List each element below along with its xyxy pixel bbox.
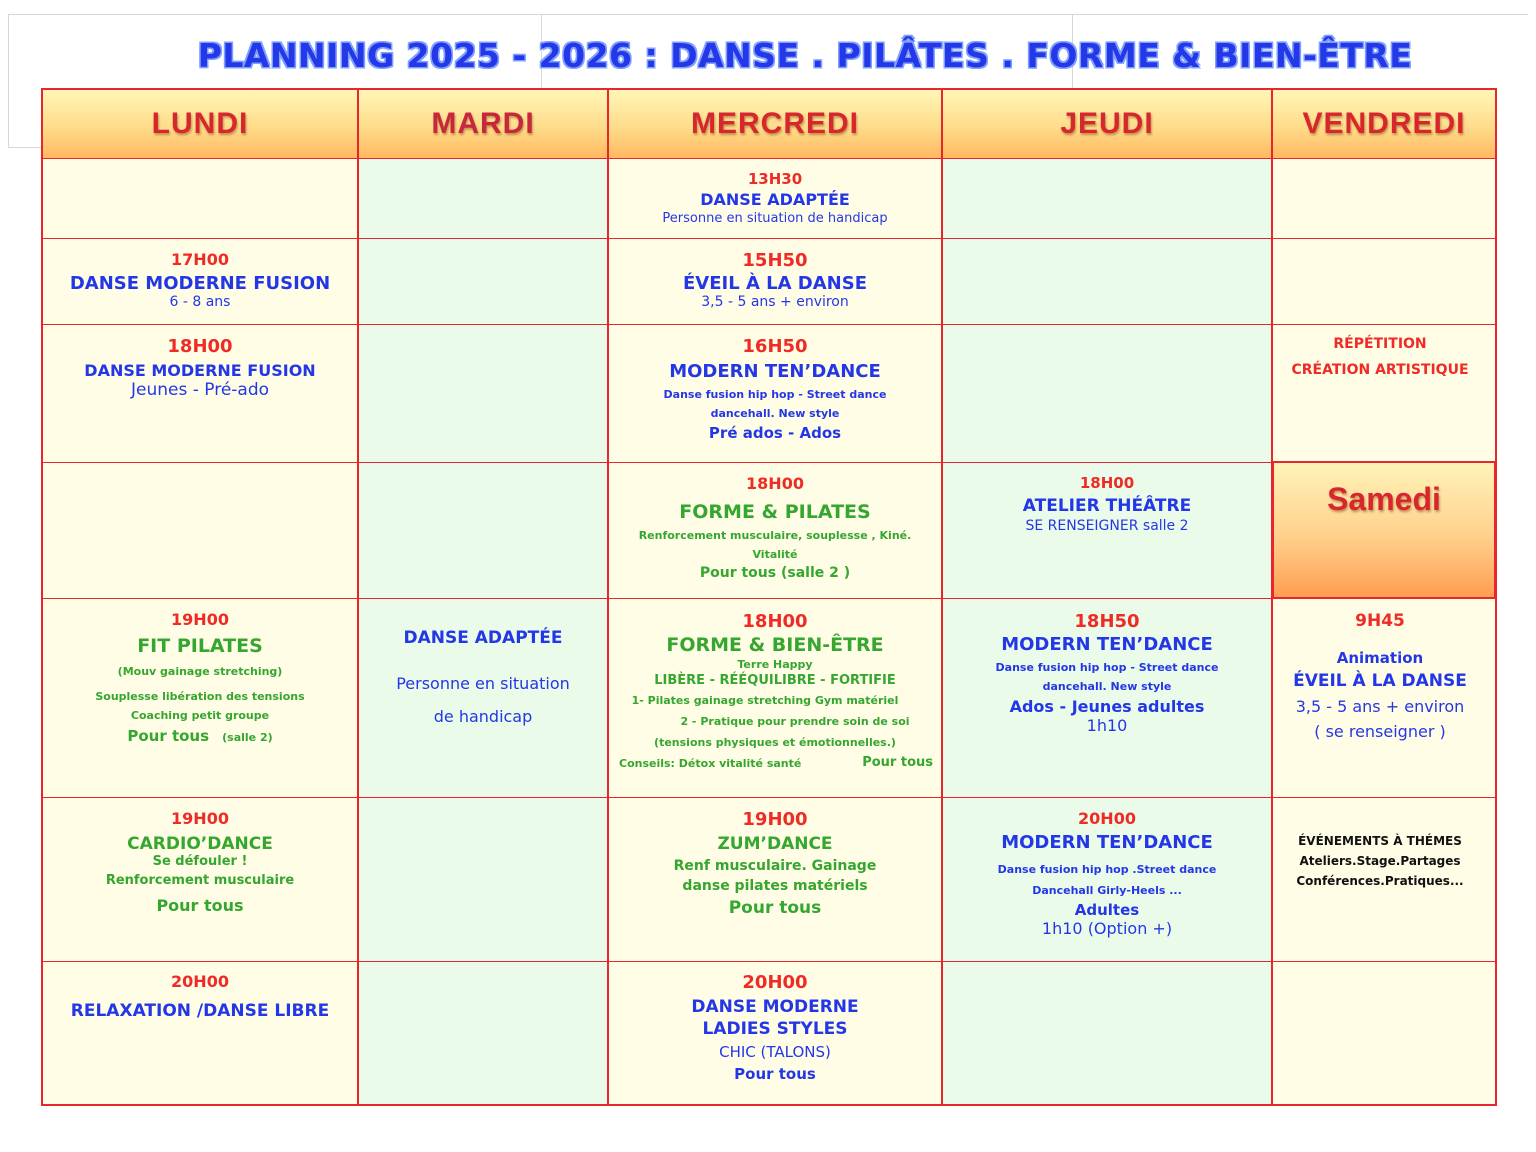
frame-line-top <box>8 14 1528 15</box>
row-divider <box>43 961 1495 962</box>
class-info: Se défouler ! <box>152 854 248 869</box>
lundi-slot-5 <box>43 972 357 1021</box>
class-info: (Mouv gainage stretching) <box>117 665 283 678</box>
class-info: Terre Happy <box>737 658 813 671</box>
time: 19H00 <box>171 809 229 828</box>
time: 18H50 <box>1074 611 1140 632</box>
class-title: MODERN TEN’DANCE <box>1001 634 1213 655</box>
day-label: JEUDI <box>1060 107 1154 140</box>
time: 15H50 <box>742 250 808 271</box>
class-title: ÉVEIL À LA DANSE <box>1293 671 1467 691</box>
vendredi-slot-1 <box>1273 336 1487 378</box>
mercredi-slot-7 <box>609 972 941 1083</box>
row-divider <box>43 797 1495 798</box>
day-label: Samedi <box>1327 481 1441 517</box>
class-title: LADIES STYLES <box>702 1019 848 1039</box>
class-info: 3,5 - 5 ans + environ <box>701 294 849 310</box>
mercredi-slot-4 <box>609 474 941 581</box>
frame-line-bottom <box>8 147 42 148</box>
mardi-slot-1 <box>359 628 607 726</box>
class-audience: Pour tous <box>734 1065 816 1083</box>
class-info: Danse fusion hip hop .Street dance <box>997 863 1217 876</box>
class-title: DANSE MODERNE FUSION <box>69 273 331 294</box>
mercredi-slot-5 <box>609 611 941 779</box>
lundi-slot-2 <box>43 336 357 400</box>
class-title: ATELIER THÉÂTRE <box>1022 496 1192 516</box>
column-lundi <box>43 90 357 1104</box>
class-info: (tensions physiques et émotionnelles.) <box>654 736 896 749</box>
class-info: Renforcement musculaire, souplesse , Kiné. <box>638 529 912 542</box>
class-title: RÉPÉTITION <box>1333 336 1427 352</box>
day-label: LUNDI <box>151 107 249 140</box>
header-mercredi <box>609 90 941 158</box>
class-info: dancehall. New style <box>710 407 840 420</box>
class-info: Renforcement musculaire <box>105 873 295 888</box>
row-divider <box>43 324 1495 325</box>
lundi-slot-4 <box>43 809 357 915</box>
day-label: VENDREDI <box>1302 107 1466 140</box>
class-duration: 1h10 <box>1086 716 1128 735</box>
column-divider <box>607 90 609 1104</box>
column-divider <box>357 90 359 1104</box>
class-info: de handicap <box>433 707 533 726</box>
class-info: Renf musculaire. Gainage <box>673 858 877 874</box>
column-jeudi <box>943 90 1271 1104</box>
class-audience: Pour tous <box>862 755 933 770</box>
frame-line-left <box>8 14 9 148</box>
day-label: MARDI <box>431 107 535 140</box>
class-info: Animation <box>1336 649 1424 667</box>
event-title: ÉVÉNEMENTS À THÉMES <box>1298 834 1462 848</box>
lundi-slot-3 <box>43 610 357 745</box>
header-vendredi <box>1273 90 1495 158</box>
column-mardi <box>359 90 607 1104</box>
time: 9H45 <box>1355 611 1405 631</box>
class-audience: Ados - Jeunes adultes <box>1009 697 1205 716</box>
header-samedi <box>1272 461 1496 599</box>
class-title: CARDIO’DANCE <box>127 834 273 854</box>
class-info: 2 - Pratique pour prendre soin de soi <box>680 715 910 728</box>
class-title: RELAXATION /DANSE LIBRE <box>70 1001 330 1021</box>
time: 19H00 <box>742 809 808 830</box>
class-title: DANSE MODERNE FUSION <box>84 361 316 380</box>
class-duration: 1h10 (Option +) <box>1041 919 1173 938</box>
samedi-slot-2 <box>1273 834 1487 888</box>
mercredi-slot-6 <box>609 809 941 918</box>
time: 20H00 <box>742 972 808 993</box>
class-info: Coaching petit groupe <box>130 709 270 722</box>
mercredi-slot-2 <box>609 250 941 310</box>
class-title: MODERN TEN’DANCE <box>1001 832 1213 853</box>
class-room: (salle 2) <box>222 731 273 744</box>
time: 20H00 <box>171 972 229 991</box>
class-title: MODERN TEN’DANCE <box>669 361 881 382</box>
class-info: Souplesse libération des tensions <box>95 690 305 703</box>
class-audience: Pour tous <box>156 896 244 915</box>
mercredi-slot-3 <box>609 336 941 442</box>
class-info: Conseils: Détox vitalité santé <box>619 757 802 770</box>
class-info: Dancehall Girly-Heels ... <box>1032 884 1182 897</box>
time: 18H00 <box>746 474 804 493</box>
class-audience: Adultes <box>1074 901 1140 919</box>
row-divider <box>43 238 1495 239</box>
day-label: MERCREDI <box>690 107 859 140</box>
class-audience: Pour tous (salle 2 ) <box>699 565 851 581</box>
class-info: Danse fusion hip hop - Street dance <box>995 661 1219 674</box>
time: 16H50 <box>742 336 808 357</box>
class-title: FORME & PILATES <box>679 501 871 523</box>
header-mardi <box>359 90 607 158</box>
time: 17H00 <box>171 250 229 269</box>
class-info: Personne en situation de handicap <box>662 211 888 226</box>
header-lundi <box>43 90 357 158</box>
class-info: dancehall. New style <box>1042 680 1172 693</box>
class-title: CRÉATION ARTISTIQUE <box>1291 362 1469 378</box>
class-info: 6 - 8 ans <box>169 294 231 310</box>
event-info: Ateliers.Stage.Partages <box>1299 854 1461 868</box>
class-title: ZUM’DANCE <box>717 834 833 854</box>
header-jeudi <box>943 90 1271 158</box>
class-info: Danse fusion hip hop - Street dance <box>663 388 887 401</box>
class-info: Jeunes - Pré-ado <box>130 380 270 400</box>
jeudi-slot-3 <box>943 809 1271 938</box>
class-info: Personne en situation <box>396 674 570 693</box>
class-info: danse pilates matériels <box>682 878 868 894</box>
row-divider <box>43 158 1495 159</box>
class-title: DANSE ADAPTÉE <box>700 190 850 209</box>
class-title: FORME & BIEN-ÊTRE <box>666 634 884 656</box>
time: 20H00 <box>1078 809 1136 828</box>
column-mercredi <box>609 90 941 1104</box>
time: 18H00 <box>1079 474 1135 492</box>
jeudi-slot-1 <box>943 474 1271 534</box>
class-info: 3,5 - 5 ans + environ <box>1295 697 1465 716</box>
time: 18H00 <box>167 336 233 357</box>
time: 18H00 <box>742 611 808 632</box>
class-info: ( se renseigner ) <box>1314 722 1446 741</box>
samedi-slot-1 <box>1273 611 1487 741</box>
lundi-slot-1 <box>43 250 357 310</box>
class-info: Vitalité <box>752 548 798 561</box>
event-info: Conférences.Pratiques... <box>1296 874 1464 888</box>
class-info: 1- Pilates gainage stretching Gym matériel <box>631 694 899 707</box>
class-title: DANSE MODERNE <box>691 997 859 1017</box>
class-audience: Pour tous <box>127 727 210 745</box>
schedule-table <box>41 88 1497 1106</box>
time: 13H30 <box>747 170 803 188</box>
class-title: DANSE ADAPTÉE <box>403 628 563 648</box>
class-info: SE RENSEIGNER salle 2 <box>1025 518 1189 534</box>
class-info: CHIC (TALONS) <box>719 1043 831 1061</box>
column-divider <box>941 90 943 1104</box>
class-title: ÉVEIL À LA DANSE <box>682 273 868 294</box>
page-title: PLANNING 2025 - 2026 : DANSE . PILÂTES . FORME & BIEN-ÊTRE <box>197 36 1413 75</box>
jeudi-slot-2 <box>943 611 1271 735</box>
time: 19H00 <box>171 610 229 629</box>
class-title: FIT PILATES <box>137 635 263 657</box>
class-info: LIBÈRE - RÉÉQUILIBRE - FORTIFIE <box>654 673 896 688</box>
class-audience: Pré ados - Ados <box>708 424 842 442</box>
class-audience: Pour tous <box>728 898 822 918</box>
mercredi-slot-1 <box>609 170 941 226</box>
